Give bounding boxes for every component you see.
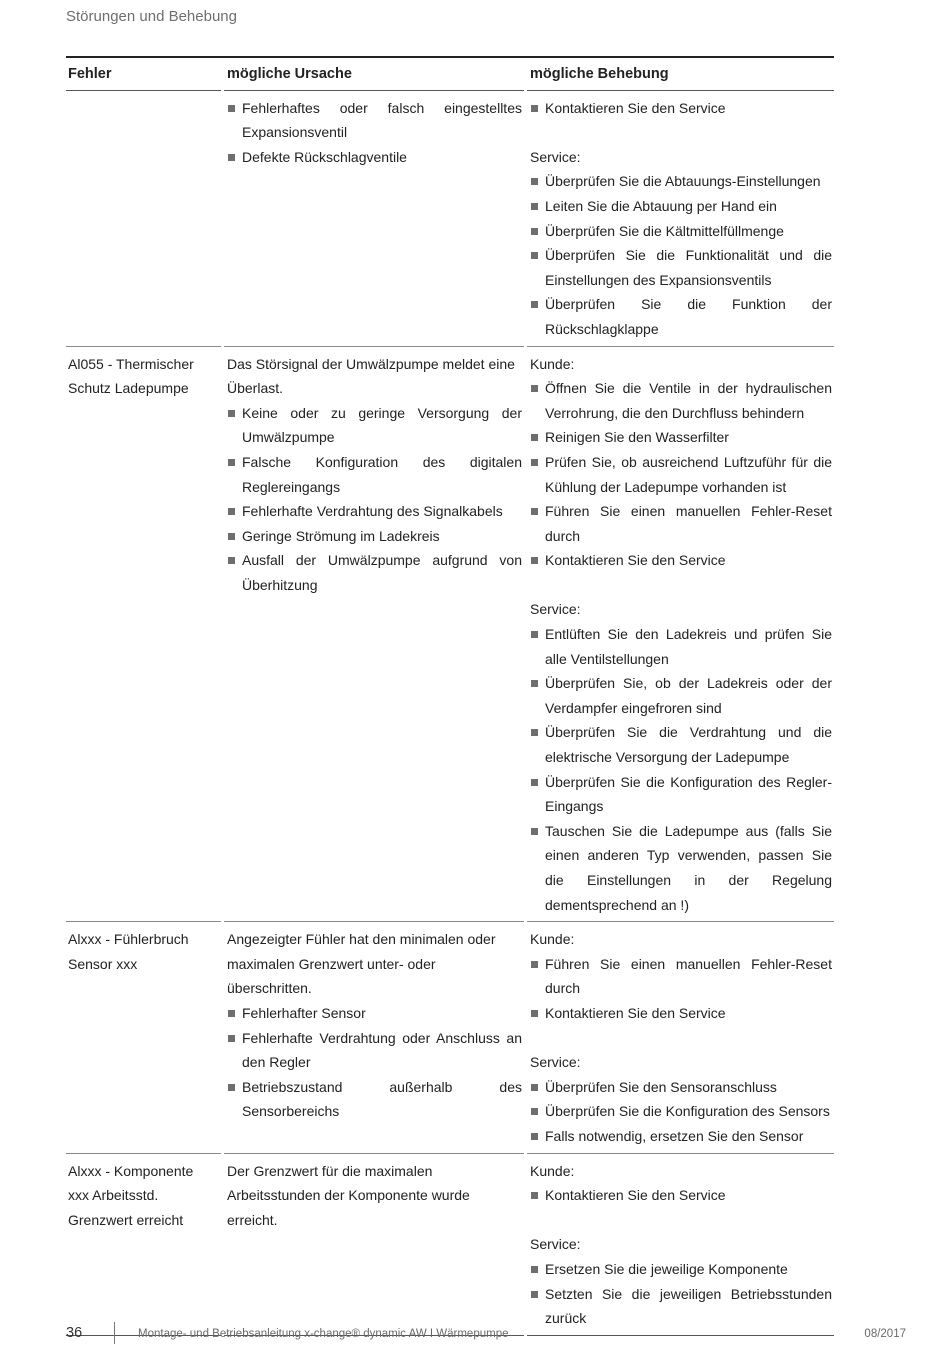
troubleshooting-table [66, 56, 834, 1336]
cause-item: Fehlerhafte Verdrahtung oder Anschluss an den Regler [227, 1026, 522, 1075]
remedy-item: Tauschen Sie die Ladepumpe aus (falls Sie einen anderen Typ verwenden, passen Sie die Einstellungen in der Regelung dementsprechend an !) [530, 819, 832, 917]
remedy-list [530, 1183, 832, 1208]
cause-item: Ausfall der Umwälzpumpe aufgrund von Überhitzung [227, 548, 522, 597]
footer-title: Montage- und Betriebsanleitung x-change® dynamic AW I Wärmepumpe [138, 1328, 509, 1340]
remedy-section [530, 1026, 832, 1149]
remedy-item: Ersetzen Sie die jeweilige Komponente [530, 1257, 832, 1282]
remedy-item: Kontaktieren Sie den Service [530, 96, 832, 121]
remedy-section [530, 927, 832, 1025]
table-row [66, 347, 834, 923]
remedy-label: Service: [530, 601, 581, 618]
remedy-item: Führen Sie einen manuellen Fehler-Reset durch [530, 499, 832, 548]
cause-item: Geringe Strömung im Ladekreis [227, 524, 522, 549]
remedy-list [530, 169, 832, 341]
cause-intro: Der Grenzwert für die maximalen Arbeitsstunden der Komponente wurde erreicht. [227, 1162, 470, 1228]
remedy-item: Kontaktieren Sie den Service [530, 548, 832, 573]
footer-divider [114, 1322, 115, 1344]
cell-fehler: Al055 - Thermischer Schutz Ladepumpe [66, 347, 221, 923]
cell-behebung [527, 922, 834, 1153]
section-gap [530, 1026, 832, 1051]
remedy-label: Service: [530, 148, 581, 165]
remedy-item: Überprüfen Sie die Abtauungs-Einstellungen [530, 169, 832, 194]
remedy-item: Überprüfen Sie die Konfiguration des Regler-Eingangs [530, 770, 832, 819]
remedy-list [530, 1075, 832, 1149]
section-gap [530, 573, 832, 598]
remedy-item: Prüfen Sie, ob ausreichend Luftzuführ für die Kühlung der Ladepumpe vorhanden ist [530, 450, 832, 499]
remedy-section [530, 1208, 832, 1331]
remedy-label: Kunde: [530, 1162, 575, 1179]
remedy-section [530, 96, 832, 121]
cell-ursache [224, 922, 524, 1153]
remedy-section [530, 1159, 832, 1208]
table-header-row [66, 58, 834, 91]
remedy-item: Überprüfen Sie die Funktion der Rückschlagklappe [530, 292, 832, 341]
cause-item: Betriebszustand außerhalb des Sensorbereichs [227, 1075, 522, 1124]
page-number: 36 [66, 1325, 83, 1341]
cell-behebung [527, 91, 834, 347]
remedy-item: Setzten Sie die jeweiligen Betriebsstunden zurück [530, 1282, 832, 1331]
cell-ursache [224, 347, 524, 923]
remedy-label: Service: [530, 1236, 581, 1253]
cause-list [227, 401, 522, 598]
remedy-item: Entlüften Sie den Ladekreis und prüfen Sie alle Ventilstellungen [530, 622, 832, 671]
remedy-item: Führen Sie einen manuellen Fehler-Reset durch [530, 952, 832, 1001]
cell-behebung [527, 347, 834, 923]
remedy-list [530, 376, 832, 573]
column-header-behebung: mögliche Behebung [527, 58, 834, 91]
cause-list [227, 96, 522, 170]
remedy-item: Falls notwendig, ersetzen Sie den Sensor [530, 1124, 832, 1149]
column-header-ursache: mögliche Ursache [224, 58, 524, 91]
remedy-label: Service: [530, 1054, 581, 1071]
cell-ursache [224, 91, 524, 347]
remedy-item: Überprüfen Sie die Kältmittelfüllmenge [530, 219, 832, 244]
remedy-item: Überprüfen Sie die Konfiguration des Sensors [530, 1099, 832, 1124]
cause-item: Defekte Rückschlagventile [227, 145, 522, 170]
remedy-item: Kontaktieren Sie den Service [530, 1001, 832, 1026]
table-row [66, 91, 834, 347]
table-row [66, 922, 834, 1153]
remedy-item: Reinigen Sie den Wasserfilter [530, 425, 832, 450]
section-gap [530, 120, 832, 145]
remedy-label: Kunde: [530, 931, 575, 948]
cause-item: Falsche Konfiguration des digitalen Reglereingangs [227, 450, 522, 499]
remedy-item: Überprüfen Sie den Sensoranschluss [530, 1075, 832, 1100]
remedy-list [530, 952, 832, 1026]
remedy-item: Öffnen Sie die Ventile in der hydraulischen Verrohrung, die den Durchfluss behindern [530, 376, 832, 425]
remedy-list [530, 622, 832, 917]
cell-fehler: Alxxx - Fühlerbruch Sensor xxx [66, 922, 221, 1153]
table-row [66, 1154, 834, 1336]
remedy-list [530, 96, 832, 121]
cause-item: Fehlerhafte Verdrahtung des Signalkabels [227, 499, 522, 524]
cell-ursache [224, 1154, 524, 1336]
remedy-item: Kontaktieren Sie den Service [530, 1183, 832, 1208]
table-body [66, 91, 834, 1336]
footer-date: 08/2017 [864, 1328, 906, 1340]
remedy-list [530, 1257, 832, 1331]
cause-intro: Angezeigter Fühler hat den minimalen oder maximalen Grenzwert unter- oder überschritten. [227, 931, 496, 997]
cause-item: Fehlerhafter Sensor [227, 1001, 522, 1026]
cause-item: Fehlerhaftes oder falsch eingestelltes Expansionsventil [227, 96, 522, 145]
cell-fehler: Alxxx - Komponente xxx Arbeitsstd. Grenzwert erreicht [66, 1154, 221, 1336]
remedy-item: Überprüfen Sie, ob der Ladekreis oder der Verdampfer eingefroren sind [530, 671, 832, 720]
cause-intro: Das Störsignal der Umwälzpumpe meldet eine Überlast. [227, 355, 515, 397]
remedy-section [530, 352, 832, 573]
section-header: Störungen und Behebung [66, 8, 237, 25]
remedy-item: Überprüfen Sie die Verdrahtung und die elektrische Versorgung der Ladepumpe [530, 720, 832, 769]
cell-behebung [527, 1154, 834, 1336]
page-footer [0, 1322, 950, 1346]
section-gap [530, 1208, 832, 1233]
remedy-item: Leiten Sie die Abtauung per Hand ein [530, 194, 832, 219]
cell-fehler [66, 91, 221, 347]
remedy-label: Kunde: [530, 355, 575, 372]
remedy-item: Überprüfen Sie die Funktionalität und die Einstellungen des Expansionsventils [530, 243, 832, 292]
cause-list [227, 1001, 522, 1124]
remedy-section [530, 573, 832, 917]
cause-item: Keine oder zu geringe Versorgung der Umwälzpumpe [227, 401, 522, 450]
column-header-fehler: Fehler [66, 58, 221, 91]
remedy-section [530, 120, 832, 341]
